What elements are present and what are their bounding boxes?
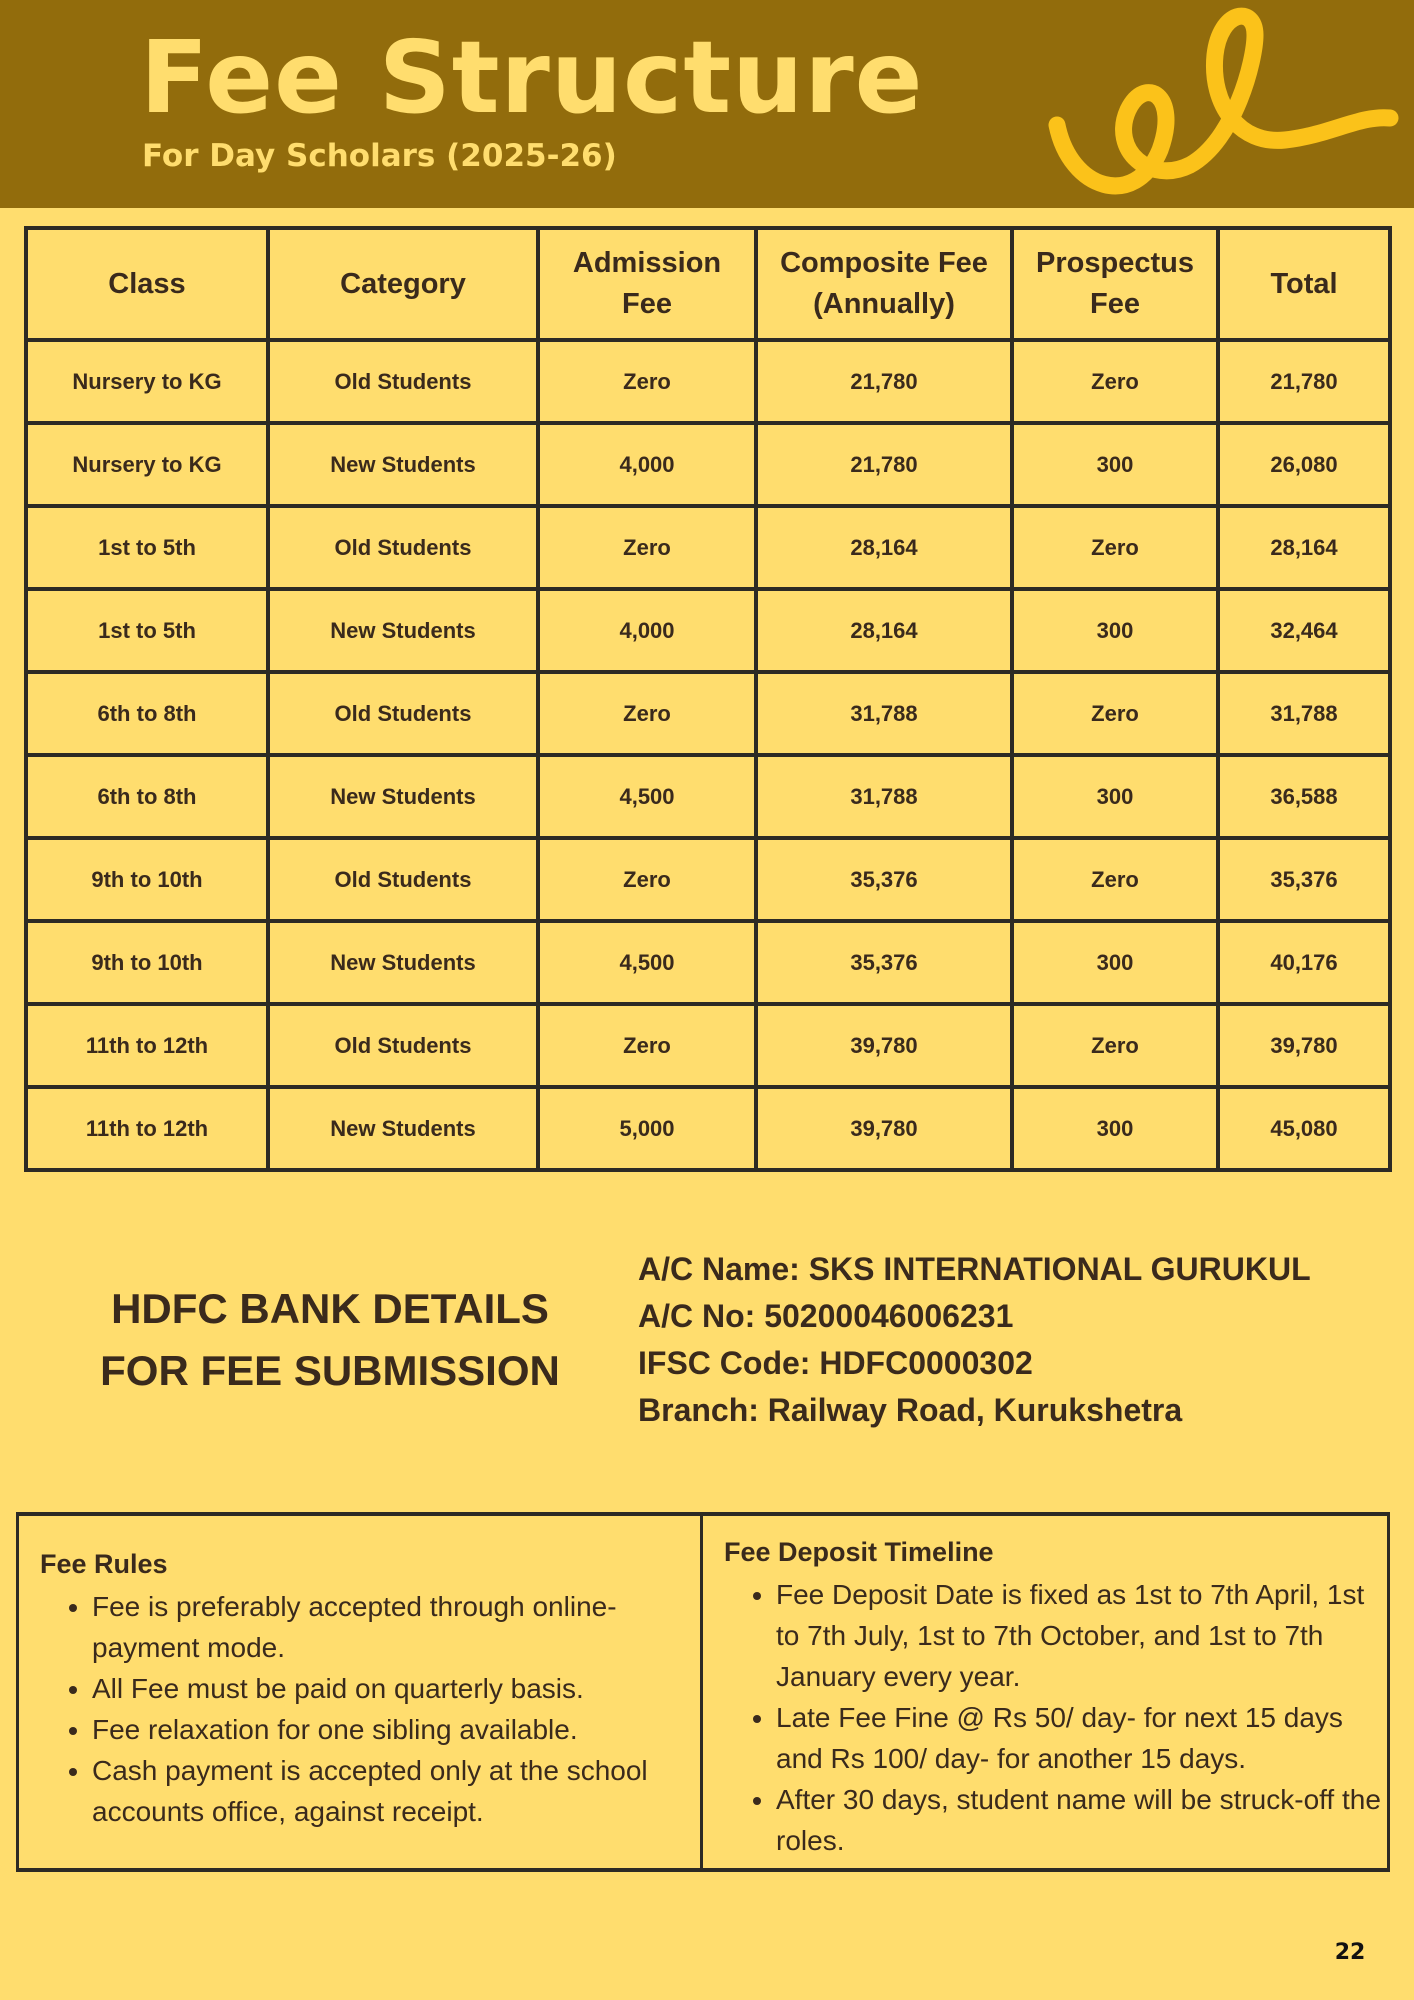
- table-row: [26, 1087, 1390, 1170]
- cell-class: 1st to 5th: [26, 506, 268, 589]
- cell-composite-fee: 39,780: [756, 1004, 1012, 1087]
- fee-structure-table: [24, 226, 1392, 1172]
- cell-composite-fee: 28,164: [756, 506, 1012, 589]
- cell-composite-fee: 35,376: [756, 838, 1012, 921]
- cell-category: Old Students: [268, 838, 538, 921]
- table-row: [26, 589, 1390, 672]
- cell-admission-fee: Zero: [538, 1004, 756, 1087]
- col-header-class: Class: [26, 228, 268, 340]
- cell-admission-fee: 4,500: [538, 921, 756, 1004]
- cell-total: 28,164: [1218, 506, 1390, 589]
- cell-category: New Students: [268, 755, 538, 838]
- cell-category: Old Students: [268, 672, 538, 755]
- list-item: • Cash payment is accepted only at the school accounts office, against receipt.: [92, 1750, 705, 1832]
- cell-prospectus-fee: Zero: [1012, 672, 1218, 755]
- cell-prospectus-fee: 300: [1012, 921, 1218, 1004]
- cell-class: 9th to 10th: [26, 921, 268, 1004]
- swirl-decoration-icon: [1040, 0, 1414, 208]
- cell-class: 11th to 12th: [26, 1004, 268, 1087]
- cell-prospectus-fee: Zero: [1012, 1004, 1218, 1087]
- cell-prospectus-fee: 300: [1012, 423, 1218, 506]
- table-row: [26, 506, 1390, 589]
- cell-admission-fee: Zero: [538, 672, 756, 755]
- column-divider: [700, 1516, 703, 1868]
- fee-rules-section: [40, 1516, 705, 1832]
- cell-prospectus-fee: 300: [1012, 755, 1218, 838]
- fee-timeline-section: [724, 1516, 1384, 1861]
- cell-composite-fee: 31,788: [756, 672, 1012, 755]
- header-band: [0, 0, 1414, 208]
- cell-class: 1st to 5th: [26, 589, 268, 672]
- cell-composite-fee: 31,788: [756, 755, 1012, 838]
- cell-prospectus-fee: Zero: [1012, 838, 1218, 921]
- cell-admission-fee: 4,000: [538, 589, 756, 672]
- cell-total: 40,176: [1218, 921, 1390, 1004]
- branch-name: Branch: Railway Road, Kurukshetra: [638, 1392, 1183, 1428]
- cell-composite-fee: 21,780: [756, 423, 1012, 506]
- col-header-admission-fee: Admission Fee: [538, 228, 756, 340]
- list-item: • Fee Deposit Date is fixed as 1st to 7th April, 1st to 7th July, 1st to 7th October, and 1st to 7th January every year.: [776, 1574, 1384, 1697]
- account-name: A/C Name: SKS INTERNATIONAL GURUKUL: [638, 1251, 1311, 1287]
- cell-admission-fee: Zero: [538, 340, 756, 423]
- cell-class: 6th to 8th: [26, 672, 268, 755]
- cell-class: Nursery to KG: [26, 340, 268, 423]
- account-number: A/C No: 50200046006231: [638, 1298, 1014, 1334]
- cell-total: 21,780: [1218, 340, 1390, 423]
- fee-rules-title: Fee Rules: [40, 1549, 168, 1579]
- bank-heading-line2: FOR FEE SUBMISSION: [100, 1347, 560, 1394]
- cell-category: New Students: [268, 423, 538, 506]
- cell-composite-fee: 35,376: [756, 921, 1012, 1004]
- cell-total: 36,588: [1218, 755, 1390, 838]
- table-row: [26, 672, 1390, 755]
- cell-total: 26,080: [1218, 423, 1390, 506]
- table-row: [26, 340, 1390, 423]
- table-row: [26, 838, 1390, 921]
- list-item: • Late Fee Fine @ Rs 50/ day- for next 15 days and Rs 100/ day- for another 15 days.: [776, 1697, 1384, 1779]
- cell-prospectus-fee: Zero: [1012, 506, 1218, 589]
- table-row: [26, 423, 1390, 506]
- fee-timeline-title: Fee Deposit Timeline: [724, 1537, 994, 1567]
- col-header-category: Category: [268, 228, 538, 340]
- cell-prospectus-fee: Zero: [1012, 340, 1218, 423]
- cell-admission-fee: Zero: [538, 838, 756, 921]
- cell-admission-fee: 4,500: [538, 755, 756, 838]
- cell-category: New Students: [268, 1087, 538, 1170]
- list-item: • Fee relaxation for one sibling available.: [92, 1709, 705, 1750]
- page-number: 22: [1334, 1940, 1366, 1965]
- list-item: • All Fee must be paid on quarterly basis.: [92, 1668, 705, 1709]
- cell-class: 9th to 10th: [26, 838, 268, 921]
- cell-composite-fee: 21,780: [756, 340, 1012, 423]
- cell-category: Old Students: [268, 506, 538, 589]
- cell-admission-fee: Zero: [538, 506, 756, 589]
- table-header-row: [26, 228, 1390, 340]
- table-row: [26, 921, 1390, 1004]
- cell-class: Nursery to KG: [26, 423, 268, 506]
- page-subtitle: For Day Scholars (2025-26): [142, 138, 617, 174]
- cell-total: 31,788: [1218, 672, 1390, 755]
- col-header-prospectus-fee: Prospectus Fee: [1012, 228, 1218, 340]
- cell-admission-fee: 4,000: [538, 423, 756, 506]
- bank-heading-line1: HDFC BANK DETAILS: [111, 1285, 549, 1332]
- cell-admission-fee: 5,000: [538, 1087, 756, 1170]
- list-item: • Fee is preferably accepted through online-payment mode.: [92, 1586, 705, 1668]
- cell-category: Old Students: [268, 340, 538, 423]
- cell-class: 11th to 12th: [26, 1087, 268, 1170]
- cell-total: 39,780: [1218, 1004, 1390, 1087]
- cell-total: 32,464: [1218, 589, 1390, 672]
- col-header-total: Total: [1218, 228, 1390, 340]
- rules-box: [16, 1512, 1390, 1872]
- ifsc-code: IFSC Code: HDFC0000302: [638, 1345, 1033, 1381]
- cell-composite-fee: 39,780: [756, 1087, 1012, 1170]
- col-header-composite-fee: Composite Fee (Annually): [756, 228, 1012, 340]
- fee-timeline-list: [724, 1574, 1384, 1861]
- cell-prospectus-fee: 300: [1012, 589, 1218, 672]
- list-item: • After 30 days, student name will be struck-off the roles.: [776, 1779, 1384, 1861]
- page-title: Fee Structure: [140, 19, 924, 136]
- table-row: [26, 755, 1390, 838]
- cell-prospectus-fee: 300: [1012, 1087, 1218, 1170]
- cell-category: New Students: [268, 589, 538, 672]
- cell-composite-fee: 28,164: [756, 589, 1012, 672]
- fee-rules-list: [40, 1586, 705, 1832]
- bank-details-block: [638, 1246, 1311, 1434]
- cell-class: 6th to 8th: [26, 755, 268, 838]
- table-row: [26, 1004, 1390, 1087]
- cell-total: 35,376: [1218, 838, 1390, 921]
- cell-category: Old Students: [268, 1004, 538, 1087]
- bank-details-heading: [60, 1278, 600, 1402]
- cell-total: 45,080: [1218, 1087, 1390, 1170]
- cell-category: New Students: [268, 921, 538, 1004]
